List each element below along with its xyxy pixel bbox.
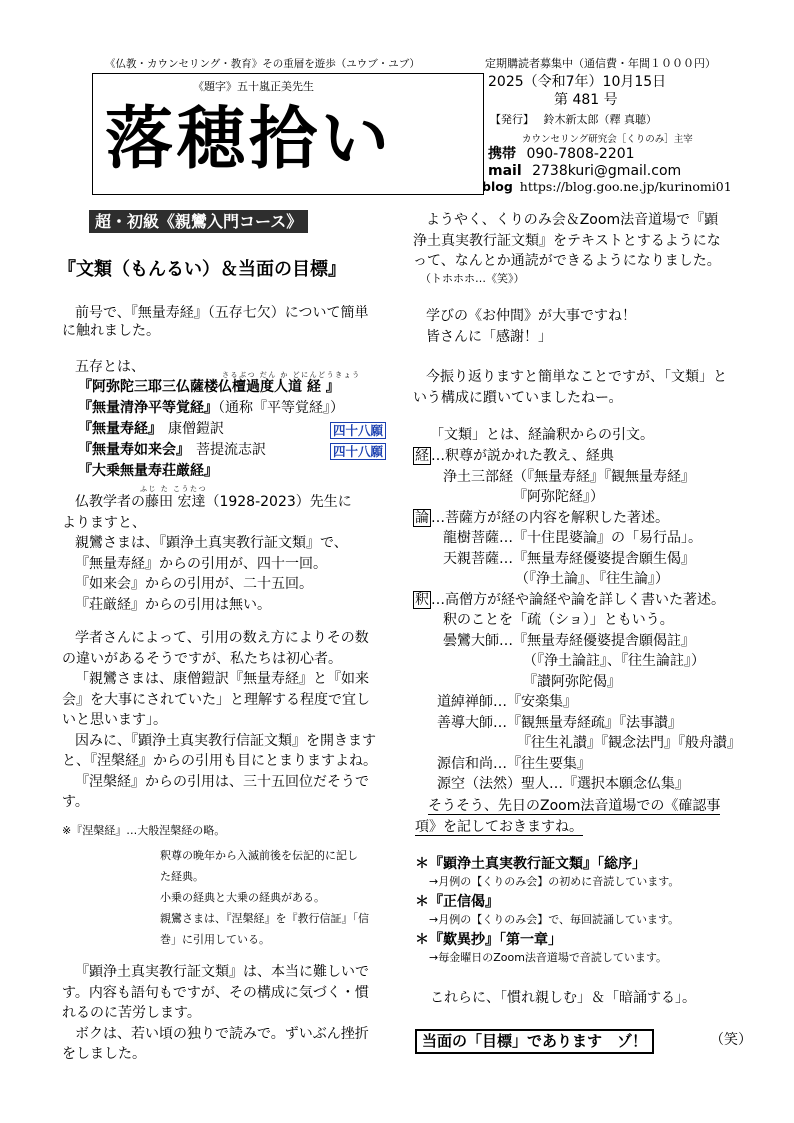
bunrui-list: 経 …釈尊が説かれた教え、経典 浄土三部経（『無量寿経』『観無量寿経』 『阿弥陀経』） 論 …菩薩方が経の内容を解釈した著述。 龍樹菩薩…『十住毘婆論』の「易行品」。 天親菩薩…『無量寿経優婆提舎願生偈』 （『浄土論』、『往生論』） 釈 …高僧方が経や論経や論を詳しく書いた著述。 釈のことを「疏（ショ）」ともいう。 曇鸞大師…『無量寿経優婆提舎願偈註』 （『浄土論註』、『往生論註』） 『讃阿弥陀偈』 道綽禅師…『安楽集』 善導大師…『観無量寿経疏』『法事讃』 『往生礼讃』『観念法門』『般舟讃』 源信和尚…『往生要集』 源空（法然）聖人…『選択本願念仏集』 xyxy=(415,448,741,792)
bunrui-intro: 「文類」とは、経論釈からの引文。 xyxy=(430,427,654,443)
mail-address[interactable]: 2738kuri@gmail.com xyxy=(532,163,682,179)
paragraph-2: 仏教学者の藤田 宏達（1928-2023）先生に よりますと、 親鸞さまは、『顕浄土真実教行証文類』で、 『無量寿経』からの引用が、四十一回。 『如来会』からの引用が、二十五回。 『荘厳経』からの引用は無い。 xyxy=(62,494,352,613)
title-box xyxy=(92,73,484,195)
article-heading: 『文類（もんるい）＆当面の目標』 xyxy=(58,259,346,280)
five-intro: 五存とは、 xyxy=(75,359,145,375)
sutra-list xyxy=(78,379,398,484)
vow-badge: 四十八願 xyxy=(330,422,386,439)
scholar-ruby: ふじ た こうたつ xyxy=(140,485,207,493)
right-paragraph-2: 学びの《お仲間》が大事ですね！ 皆さんに「感謝！」 xyxy=(426,308,636,345)
course-banner: 超・初級《親鸞入門コース》 xyxy=(89,210,308,233)
paragraph-1: 前号で、『無量寿経』（五存七欠）について簡単 に触れました。 xyxy=(62,305,369,339)
closing-line: これらに、「慣れ親しむ」＆「暗誦する」。 xyxy=(430,990,696,1006)
sutra-item: 『無量寿経』 康僧鎧訳 四十八願 xyxy=(78,421,398,442)
goal-box: 当面の「目標」であります ゾ！ xyxy=(415,1029,654,1054)
item-desc: →毎金曜日のZoom法音道場で音読しています。 xyxy=(429,951,668,964)
issue-date: 2025（令和7年）10月15日 xyxy=(488,74,667,90)
sutra-item: 『無量寿如来会』 菩提流志訳 四十八願 xyxy=(78,442,398,463)
item-desc: →月例の【くりのみ会】で、毎回読誦しています。 xyxy=(429,913,680,926)
blog-label: blog xyxy=(482,179,513,194)
mail-label: mail xyxy=(488,163,522,179)
item-title: ＊『歎異抄』「第一章」 xyxy=(415,932,562,948)
kyo-label: 経 xyxy=(415,448,429,464)
phone-label: 携帯 xyxy=(488,146,516,162)
paragraph-3: 学者さんによって、引用の数え方によりその数 の違いがあるそうですが、私たちは初心者。 「親鸞さまは、康僧鎧訳『無量寿経』と『如来 会』を大事にされていた」と理解する程度で宜し いと思います」。 因みに、『顕浄土真実教行信証文類』を開きます と、『涅槃経』からの引用も目にとまりますよね。 『涅槃経』からの引用は、三十五回位だそうで す。 xyxy=(62,630,377,810)
newsletter-title: 落穂拾い xyxy=(105,99,394,179)
issue-number: 第 481 号 xyxy=(554,92,618,108)
practice-items xyxy=(415,855,755,966)
note-heading: ※『涅槃経』…大般涅槃経の略。 xyxy=(62,824,226,837)
sutra-item: 『無量清浄平等覚経』（通称『平等覚経』） xyxy=(78,400,344,416)
right-paragraph-3: 今振り返りますと簡単なことですが、「文類」と いう構成に躓いていましたねー。 xyxy=(413,369,727,406)
item-title: ＊『正信偈』 xyxy=(415,894,499,910)
masthead-info xyxy=(482,73,732,194)
item-desc: →月例の【くりのみ会】の初めに音読しています。 xyxy=(429,875,680,888)
laugh-note: （トホホホ…《笑》） xyxy=(420,272,525,285)
tagline: 《仏教・カウンセリング・教育》その重層を遊歩（ユウブ・ユブ） xyxy=(105,58,420,70)
ron-label: 論 xyxy=(415,509,429,526)
confirm-paragraph: そうそう、先日のZoom法音道場での《確認事 項》を記しておきますね。 xyxy=(415,798,721,835)
blog-url[interactable]: https://blog.goo.ne.jp/kurinomi01 xyxy=(519,179,732,194)
organization: カウンセリング研究会［くりのみ］主宰 xyxy=(522,134,693,145)
item-title: ＊『顕浄土真実教行証文類』「総序」 xyxy=(415,856,646,872)
right-paragraph-1: ようやく、くりのみ会＆Zoom法音道場で『顕 浄土真実教行証文類』をテキストとするようにな って、なんとか通読ができるようになりました。 xyxy=(413,212,721,269)
shaku-label: 釈 xyxy=(415,591,429,608)
sutra-item: 『阿弥陀三耶三仏薩楼仏檀過度人道 経 』 xyxy=(78,379,340,395)
publisher-name: 鈴木新太郎（釋 真聴） xyxy=(543,113,657,126)
subscription-note: 定期購読者募集中（通信費・年間１０００円） xyxy=(485,57,716,70)
publisher-label: 【発行】 xyxy=(490,113,534,126)
phone-number: 090-7808-2201 xyxy=(526,146,635,162)
title-credit: 《題字》五十嵐正美先生 xyxy=(193,80,314,93)
paragraph-4: 『顕浄土真実教行証文類』は、本当に難しいで す。内容も語句もですが、その構成に気づく・慣 れるのに苦労します。 ボクは、若い頃の独りで読みで。ずいぶん挫折 をしました。 xyxy=(62,964,369,1062)
vow-badge: 四十八願 xyxy=(330,443,386,460)
note-body: 釈尊の晩年から入滅前後を伝記的に記し た経典。 小乗の経典と大乗の経典がある。 親鸞さまは、『涅槃経』を『教行信証』「信 巻」に引用している。 xyxy=(160,849,369,946)
sutra-item: 『大乗無量寿荘厳経』 xyxy=(78,463,218,479)
sutra-ruby: さるぶつ だん か どにんどうきょう xyxy=(222,371,361,379)
goal-laugh: （笑） xyxy=(710,1032,752,1048)
